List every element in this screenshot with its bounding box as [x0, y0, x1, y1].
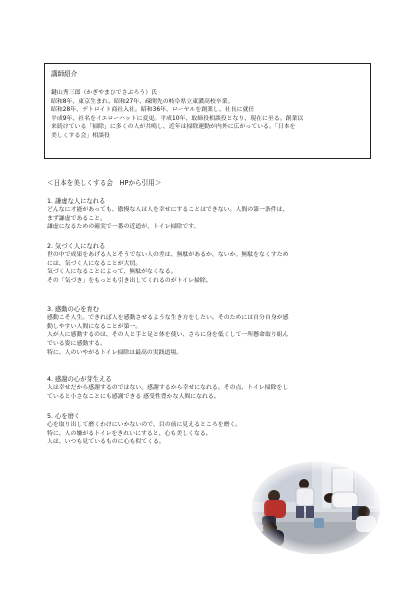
section-line: でいる姿に感動する。 — [47, 341, 106, 348]
section-title: 2. 気づく人になれる — [47, 243, 106, 250]
section-polish-heart — [47, 412, 387, 447]
section-line: 特に、人のいやがるトイレ掃除は最高の実践道場。 — [47, 349, 183, 356]
section-line: 特に、人の嫌がるトイレをきれいにすると、心も美しくなる。 — [47, 430, 212, 437]
section-line: まず謙虚であること。 — [47, 215, 106, 222]
bio-heading: 講師紹介 — [51, 70, 78, 78]
bio-line: 美しくする会」相談役 — [51, 132, 110, 139]
section-gratitude — [47, 375, 387, 401]
section-title: 5. 心を磨く — [47, 413, 81, 420]
section-line: その「気づき」をもっとも引き出してくれるのがトイレ掃除。 — [47, 278, 212, 285]
section-line: 心を取り出して磨くわけにいかないので、目の前に見えるところを磨く。 — [47, 422, 242, 428]
section-line: 世の中で成果をあげる人とそうでない人の差は、無駄があるか、ないか。無駄をなくすため — [47, 252, 289, 258]
bio-line: 平成9年、社名をイエローハットに変更。平成10年、取締役相談役となり、現在に至る。創業以 — [51, 115, 304, 122]
section-inspiration — [47, 305, 387, 358]
bio-line: 来続けている「掃除」に多くの人が共鳴し、近年は掃除運動が内外に広がっている。「日本を — [51, 124, 296, 131]
section-line: 人は、いつも見ているものに心も似てくる。 — [47, 439, 165, 446]
section-humble — [47, 197, 387, 232]
section-title: 3. 感動の心を育む — [47, 306, 100, 313]
section-line: 気づく人になることによって、無駄がなくなる。 — [47, 269, 177, 276]
cleaning-photo — [252, 462, 380, 554]
section-noticing — [47, 242, 387, 286]
speaker-bio-box — [44, 63, 371, 159]
section-line: ていると小さなことにも感謝できる 感受性豊かな人間になれる。 — [47, 393, 220, 400]
quote-source-heading: ＜日本を美しくする会 HPから引用＞ — [47, 179, 162, 187]
bio-line: 昭和8年、東京生まれ。昭和27年、疎開先の岐阜県立東濃高校卒業。 — [51, 98, 234, 105]
section-title: 1. 謙虚な人になれる — [47, 198, 106, 205]
bio-line: 昭和28年、デトロイト商社入社。昭和36年、ローヤルを創業し、社長に就任 — [51, 107, 255, 114]
cleaning-photo-image — [252, 462, 380, 554]
section-line: 人は幸せだから感謝するのではない。感謝するから幸せになれる。その点、トイレ掃除をし — [47, 385, 289, 391]
section-line: どんなに才能があっても、傲慢な人は人を幸せにすることはできない。人間の第一条件は、 — [47, 207, 289, 213]
section-line: 謙虚になるための確実で一番の近道が、トイレ掃除です。 — [47, 224, 200, 231]
section-title: 4. 感謝の心が芽生える — [47, 376, 112, 383]
bio-name: 鍵山秀三郎（かぎやまひでさぶろう）氏 — [51, 90, 158, 96]
section-line: 感動こそ人生。できれば人を感動させるような生き方をしたい。そのためには自分自身が感 — [47, 315, 289, 321]
section-line: には、気づく人になることが大切。 — [47, 260, 142, 267]
section-line: 動しやすい人間になることが第一。 — [47, 323, 142, 330]
section-line: 人が人に感動するのは、その人と手と足と体を使い、さらに身を低くして一所懸命取り組ん — [47, 332, 289, 339]
